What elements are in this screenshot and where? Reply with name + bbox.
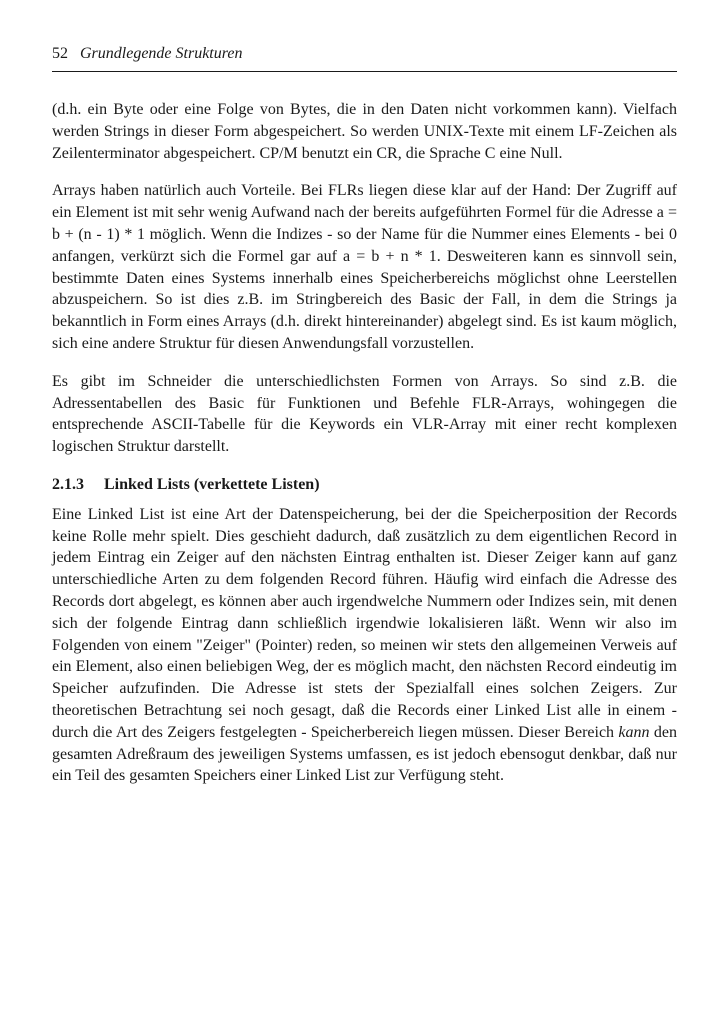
header-rule (52, 71, 677, 72)
paragraph-linked-lists-text-2: den gesamten Adreßraum des jeweiligen Systems umfassen, es ist jedoch ebensogut denkbar, daß nur ein Teil des gesamten Speichers einer Linked List zur Verfügung steht. (52, 723, 677, 785)
paragraph-linked-lists-text-1: Eine Linked List ist eine Art der Datenspeicherung, bei der die Speicherposition der Records keine Rolle mehr spielt. Dies geschieht dadurch, daß zusätzlich zu dem eigentlichen Record in jedem Eintrag ein Zeiger auf den nächsten Eintrag enthalten ist. Dieser Zeiger kann auf ganz unterschiedliche Arten zu dem folgenden Record führen. Häufig wird einfach die Adresse des Records dort abgelegt, es können aber auch irgendwelche Nummern oder Indizes sein, mit denen sich der folgende Eintrag dann schließlich irgendwie lokalisieren läßt. Wenn wir also im Folgenden von einem "Zeiger" (Pointer) reden, so meinen wir stets den allgemeinen Verweis auf ein Element, also einen beliebigen Weg, der es möglich macht, den nächsten Record eindeutig im Speicher aufzufinden. Die Adresse ist stets der Spezialfall eines solchen Zeigers. Zur theoretischen Betrachtung sei noch gesagt, daß die Records einer Linked List alle in einem - durch die Art des Zeigers festgelegten - Speicherbereich liegen müssen. Dieser Bereich (52, 505, 677, 741)
paragraph-linked-lists (52, 504, 677, 787)
paragraph-arrays-advantages: Arrays haben natürlich auch Vorteile. Bei FLRs liegen diese klar auf der Hand: Der Zugriff auf ein Element ist mit sehr wenig Aufwand nach der bereits aufgeführten Formel für die Adresse a = b + (n - 1) * 1 möglich. Wenn die Indizes - so der Name für die Nummer eines Elements - bei 0 anfangen, verkürzt sich die Formel gar auf a = b + n * 1. Desweiteren kann es sinnvoll sein, bestimmte Daten eines Systems innerhalb eines Speicherbereichs möglichst ohne Leerstellen abzuspeichern. So ist dies z.B. im Stringbereich des Basic der Fall, in dem die Strings ja bekanntlich in Form eines Arrays (d.h. direkt hintereinander) abgelegt sind. Es ist kaum möglich, sich eine andere Struktur für diesen Anwendungsfall vorzustellen. (52, 182, 677, 352)
paragraph-continuation: (d.h. ein Byte oder eine Folge von Bytes, die in den Daten nicht vorkommen kann). Vielfach werden Strings in dieser Form abgespeichert. So werden UNIX-Texte mit einem LF-Zeichen als Zeilenterminator abgespeichert. CP/M benutzt ein CR, die Sprache C eine Null. (52, 101, 677, 162)
paragraph-arrays-schneider: Es gibt im Schneider die unterschiedlichsten Formen von Arrays. So sind z.B. die Adressentabellen des Basic für Funktionen und Befehle FLR-Arrays, wohingegen die entsprechende ASCII-Tabelle für die Keywords ein VLR-Array mit einer recht komplexen logischen Struktur darstellt. (52, 372, 677, 456)
body-text (52, 99, 677, 803)
emphasized-word: kann (618, 723, 650, 741)
section-number: 2.1.3 (52, 475, 84, 493)
page-number: 52 (52, 45, 68, 62)
running-head (52, 44, 677, 64)
running-head-title: Grundlegende Strukturen (80, 45, 243, 62)
section-title: Linked Lists (verkettete Listen) (104, 475, 320, 493)
section-heading (52, 474, 677, 496)
